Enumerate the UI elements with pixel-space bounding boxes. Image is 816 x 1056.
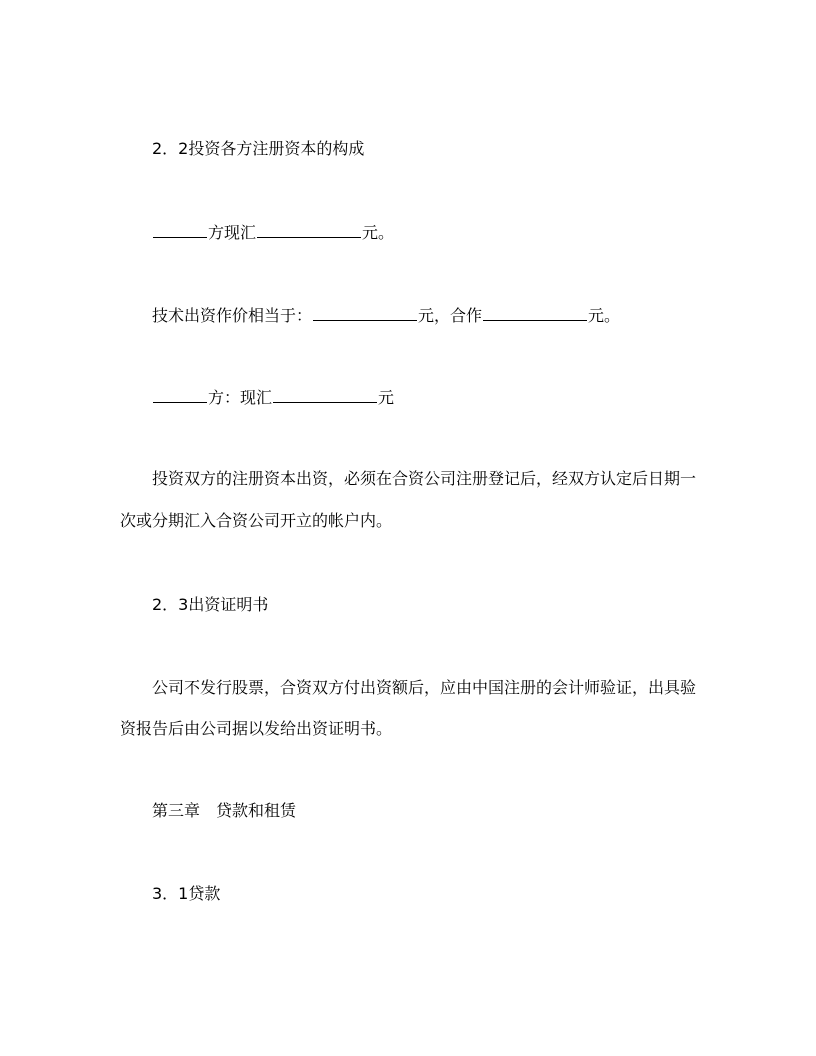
section-heading-text: 3．1贷款 <box>152 884 221 903</box>
paragraph-text: 公司不发行股票，合资双方付出资额后，应由中国注册的会计师验证，出具验 <box>152 678 697 697</box>
section-2-3-heading <box>120 595 732 615</box>
line-text: 技术出资作价相当于： <box>152 306 313 325</box>
line-text: 方：现汇 <box>208 388 273 407</box>
amount-blank[interactable] <box>257 221 361 238</box>
chapter-heading-text: 第三章 贷款和租赁 <box>152 801 297 820</box>
section-heading-text: 2．3出资证明书 <box>152 595 269 614</box>
line-text: 方现汇 <box>208 223 257 242</box>
paragraph-line <box>120 511 700 531</box>
section-heading-text: 2．2投资各方注册资本的构成 <box>152 139 365 158</box>
chapter-3-heading <box>120 801 732 821</box>
paragraph-text: 资报告后由公司据以发给出资证明书。 <box>120 719 393 738</box>
section-2-2-heading <box>120 139 732 159</box>
line-text: 元 <box>378 388 395 407</box>
paragraph-line <box>120 469 732 489</box>
section-3-1-heading <box>120 884 732 904</box>
party-blank[interactable] <box>153 386 207 403</box>
line-text: 元。 <box>362 223 395 242</box>
cash-contribution-line-2 <box>120 386 732 406</box>
technology-contribution-line <box>120 304 732 324</box>
amount-blank[interactable] <box>483 304 587 321</box>
paragraph-text: 投资双方的注册资本出资，必须在合资公司注册登记后，经双方认定后日期一 <box>152 469 697 488</box>
amount-blank[interactable] <box>313 304 417 321</box>
party-blank[interactable] <box>153 221 207 238</box>
paragraph-line <box>120 719 700 739</box>
cash-contribution-line-1 <box>120 221 732 241</box>
paragraph-text: 次或分期汇入合资公司开立的帐户内。 <box>120 511 393 530</box>
line-text: 元，合作 <box>418 306 483 325</box>
line-text: 元。 <box>588 306 621 325</box>
amount-blank[interactable] <box>273 386 377 403</box>
paragraph-line <box>120 678 732 698</box>
